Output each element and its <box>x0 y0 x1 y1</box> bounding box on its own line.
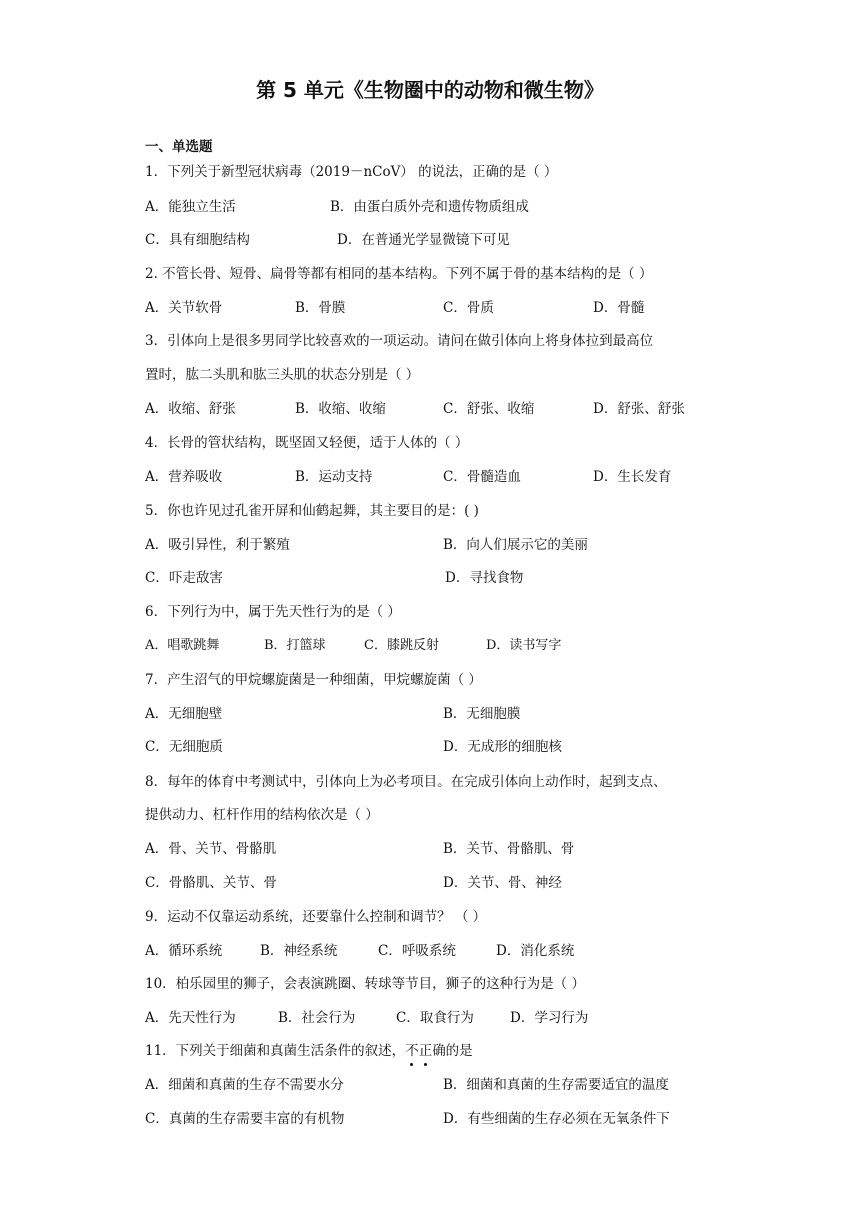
option-b: B．收缩、收缩 <box>295 401 386 417</box>
question-stem: 6．下列行为中，属于先天性行为的是（ ） <box>145 604 401 620</box>
option-b: B．运动支持 <box>295 469 373 485</box>
option-d: D．在普通光学显微镜下可见 <box>337 232 510 248</box>
option-a: A．能独立生活 <box>145 199 236 215</box>
option-c: C．呼吸系统 <box>378 943 456 959</box>
option-a: A．循环系统 <box>145 943 223 959</box>
question-stem: 7．产生沼气的甲烷螺旋菌是一种细菌，甲烷螺旋菌（ ） <box>145 672 482 688</box>
option-a: A．关节软骨 <box>145 300 223 316</box>
option-c: C．具有细胞结构 <box>145 232 250 248</box>
option-a: A．收缩、舒张 <box>145 401 236 417</box>
option-d: D．骨髓 <box>593 300 645 316</box>
option-c: C．舒张、收缩 <box>443 401 535 417</box>
option-c: C．取食行为 <box>396 1010 474 1026</box>
option-a: A．营养吸收 <box>145 469 223 485</box>
option-d: D．有些细菌的生存必须在无氧条件下 <box>443 1111 670 1127</box>
option-a: A．唱歌跳舞 <box>145 638 220 653</box>
option-b: B．关节、骨骼肌、骨 <box>443 841 575 857</box>
option-d: D．消化系统 <box>496 943 575 959</box>
question-stem: 9．运动不仅靠运动系统，还要靠什么控制和调节？ （ ） <box>145 909 487 925</box>
option-b: B．打篮球 <box>264 638 326 653</box>
question-stem: 3．引体向上是很多男同学比较喜欢的一项运动。请问在做引体向上将身体拉到最高位 <box>145 333 654 349</box>
emphasis-char: 不 <box>405 1043 419 1059</box>
question-stem: 8．每年的体育中考测试中，引体向上为必考项目。在完成引体向上动作时，起到支点、 <box>145 774 667 790</box>
question-stem: 1．下列关于新型冠状病毒（2019－nCoV） 的说法，正确的是（ ） <box>145 164 558 180</box>
option-b: B．向人们展示它的美丽 <box>443 537 588 553</box>
option-c: C．骨质 <box>443 300 494 316</box>
option-a: A．先天性行为 <box>145 1010 236 1026</box>
question-stem: 2. 不管长骨、短骨、扁骨等都有相同的基本结构。下列不属于骨的基本结构的是（ ） <box>145 266 653 282</box>
question-stem-cont: 置时，肱二头肌和肱三头肌的状态分别是（ ） <box>145 367 420 383</box>
question-stem <box>145 1042 473 1060</box>
page-title: 第 5 单元《生物圈中的动物和微生物》 <box>256 78 604 102</box>
option-d: D．关节、骨、神经 <box>443 875 562 891</box>
option-c: C．无细胞质 <box>145 739 223 755</box>
option-d: D．舒张、舒张 <box>593 401 685 417</box>
question-stem: 5．你也许见过孔雀开屏和仙鹤起舞，其主要目的是：( ) <box>145 503 479 519</box>
emphasis-char: 正 <box>418 1043 433 1059</box>
option-a: A．吸引异性，利于繁殖 <box>145 537 290 553</box>
option-a: A．骨、关节、骨骼肌 <box>145 841 277 857</box>
question-stem-cont: 提供动力、杠杆作用的结构依次是（ ） <box>145 807 379 823</box>
option-d: D．生长发育 <box>593 469 672 485</box>
option-d: D．学习行为 <box>510 1010 589 1026</box>
option-d: D．读书写字 <box>486 638 562 653</box>
option-d: D．寻找食物 <box>445 570 524 586</box>
option-b: B．细菌和真菌的生存需要适宜的温度 <box>443 1077 669 1093</box>
option-b: B．由蛋白质外壳和遗传物质组成 <box>330 199 529 215</box>
option-b: B．社会行为 <box>278 1010 356 1026</box>
option-c: C．骨骼肌、关节、骨 <box>145 875 277 891</box>
stem-text: 确的是 <box>432 1043 473 1059</box>
question-stem: 4．长骨的管状结构，既坚固又轻便，适于人体的（ ） <box>145 435 469 451</box>
option-b: B．神经系统 <box>260 943 338 959</box>
option-c: C．骨髓造血 <box>443 469 521 485</box>
option-c: C．膝跳反射 <box>364 638 439 653</box>
option-d: D．无成形的细胞核 <box>443 739 562 755</box>
option-c: C．真菌的生存需要丰富的有机物 <box>145 1111 345 1127</box>
question-stem: 10．柏乐园里的狮子，会表演跳圈、转球等节目，狮子的这种行为是（ ） <box>145 976 585 992</box>
option-a: A．无细胞壁 <box>145 706 223 722</box>
option-b: B．无细胞膜 <box>443 706 521 722</box>
option-a: A．细菌和真菌的生存不需要水分 <box>145 1077 344 1093</box>
option-c: C．吓走敌害 <box>145 570 223 586</box>
section-heading: 一、单选题 <box>145 139 213 155</box>
stem-text: 11．下列关于细菌和真菌生活条件的叙述， <box>145 1043 406 1059</box>
option-b: B．骨膜 <box>295 300 346 316</box>
